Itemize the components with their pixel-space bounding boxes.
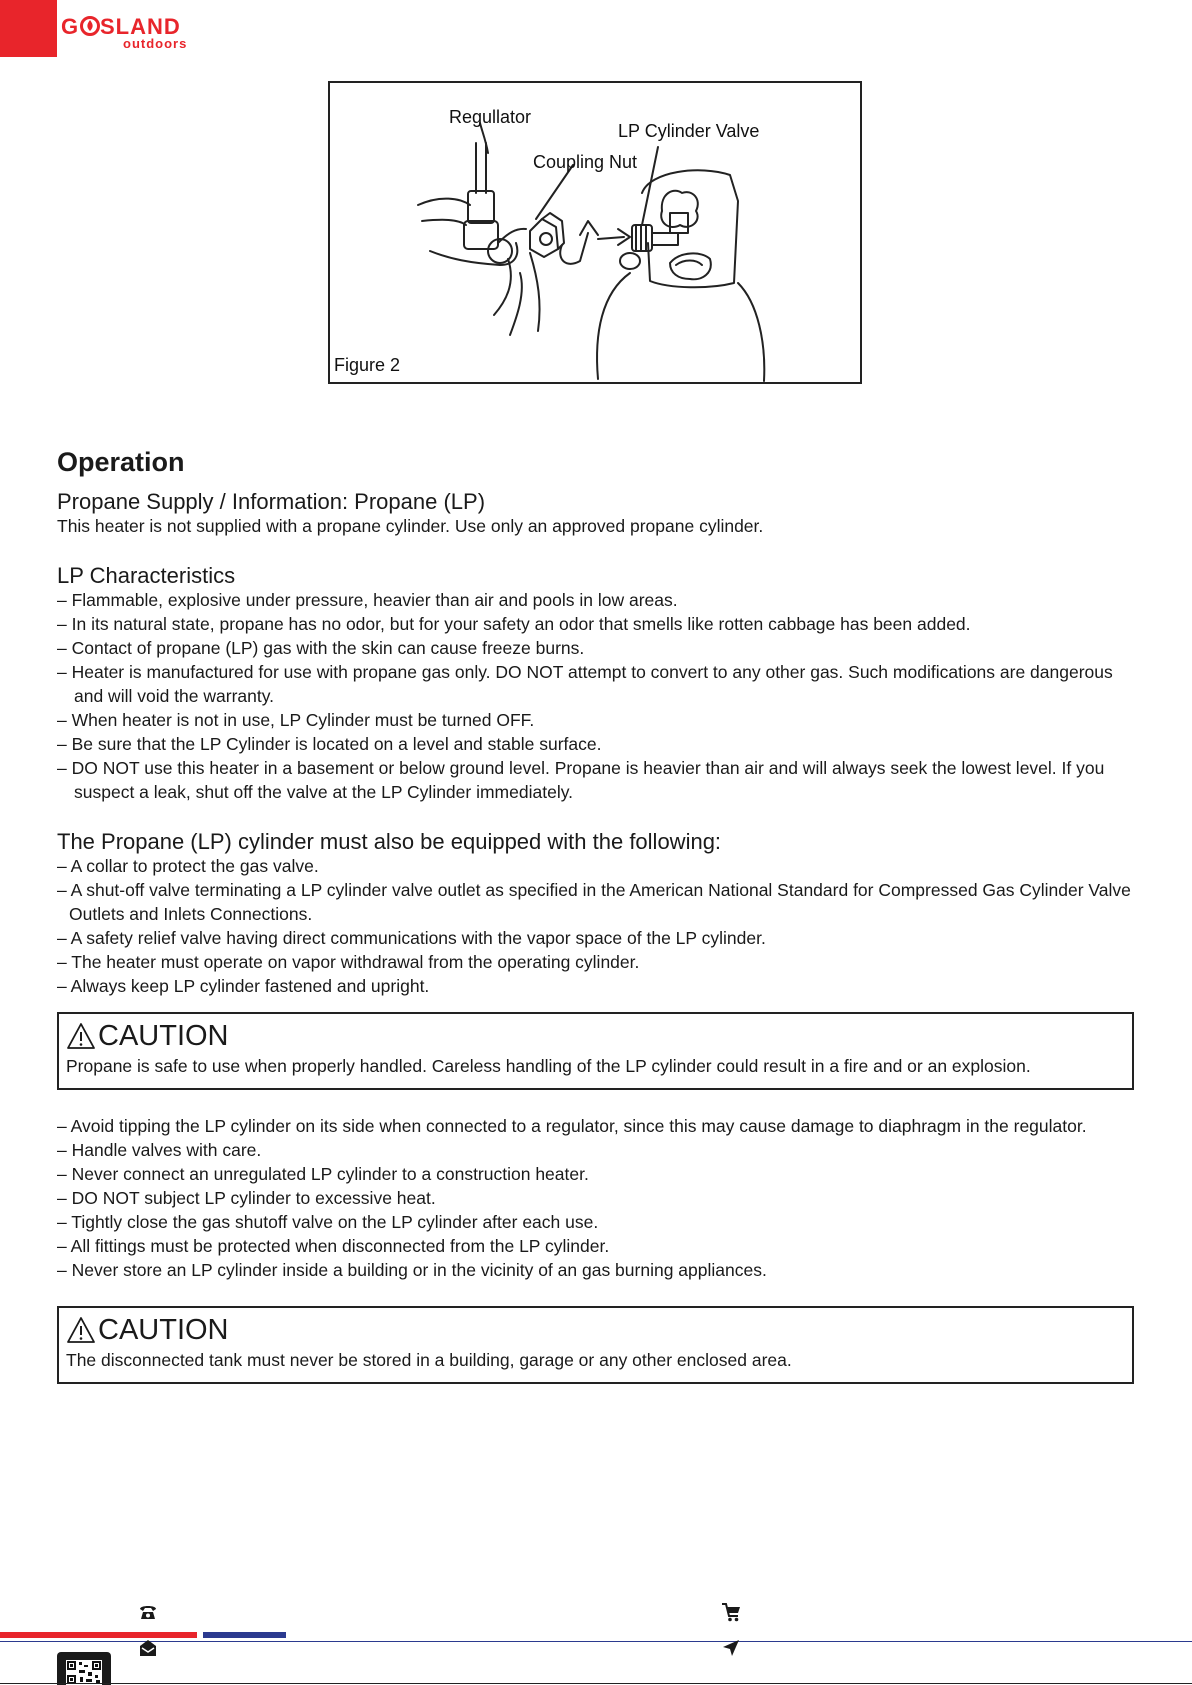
list-item: – All fittings must be protected when disconnected from the LP cylinder. <box>57 1234 1137 1258</box>
list-item: – Never connect an unregulated LP cylinder to a construction heater. <box>57 1162 1137 1186</box>
list-item: – A safety relief valve having direct communications with the vapor space of the LP cylinder. <box>57 926 1137 950</box>
cart-icon <box>720 1601 742 1623</box>
phone-icon <box>137 1601 159 1623</box>
propane-supply-heading: Propane Supply / Information: Propane (LP) <box>57 489 486 514</box>
list-item: – Never store an LP cylinder inside a building or in the vicinity of an gas burning appliances. <box>57 1258 1137 1282</box>
footer-accent-blue <box>203 1632 286 1638</box>
caution-box-storage <box>57 1306 1134 1384</box>
operation-section <box>57 447 1137 1384</box>
caution-label: CAUTION <box>98 1020 229 1052</box>
list-item: – The heater must operate on vapor withdrawal from the operating cylinder. <box>57 950 1137 974</box>
warning-triangle-icon <box>66 1022 96 1050</box>
caution-box-propane-safety <box>57 1012 1134 1090</box>
list-item: – A shut-off valve terminating a LP cylinder valve outlet as specified in the American National Standard for Compressed Gas Cylinder Valve Outlets and Inlets Connections. <box>57 878 1137 926</box>
email-icon <box>137 1637 159 1659</box>
coupling-nut-label: Coupling Nut <box>533 152 638 172</box>
brand-corner-block <box>0 0 57 57</box>
cylinder-valve-label: LP Cylinder Valve <box>618 121 760 141</box>
list-item: – When heater is not in use, LP Cylinder must be turned OFF. <box>57 708 1137 732</box>
svg-text:outdoors: outdoors <box>123 36 188 50</box>
caution-text: The disconnected tank must never be stored in a building, garage or any other enclosed area. <box>66 1350 792 1370</box>
list-item: – A collar to protect the gas valve. <box>57 854 1137 878</box>
list-item: – DO NOT use this heater in a basement or below ground level. Propane is heavier than air and will always seek the lowest level. If you suspect a leak, shut off the valve at the LP Cylinder immediately. <box>57 756 1137 804</box>
lp-characteristics-list <box>57 588 1137 804</box>
list-item: – Handle valves with care. <box>57 1138 1137 1162</box>
list-item: – Always keep LP cylinder fastened and upright. <box>57 974 1137 998</box>
list-item: – DO NOT subject LP cylinder to excessive heat. <box>57 1186 1137 1210</box>
svg-text:SLAND: SLAND <box>100 14 181 39</box>
qr-code[interactable] <box>57 1652 111 1685</box>
page-bottom-rule <box>0 1683 1192 1684</box>
list-item: – Contact of propane (LP) gas with the skin can cause freeze burns. <box>57 636 1137 660</box>
caution-label: CAUTION <box>98 1314 229 1346</box>
list-item: – Be sure that the LP Cylinder is located on a level and stable surface. <box>57 732 1137 756</box>
figure-caption: Figure 2 <box>334 355 401 375</box>
caution-text: Propane is safe to use when properly handled. Careless handling of the LP cylinder could result in a fire and or an explosion. <box>66 1056 1031 1076</box>
list-item: – Avoid tipping the LP cylinder on its side when connected to a regulator, since this may cause damage to diaphragm in the regulator. <box>57 1114 1137 1138</box>
list-item: – Tightly close the gas shutoff valve on the LP cylinder after each use. <box>57 1210 1137 1234</box>
equipment-list <box>57 854 1137 998</box>
equipment-heading: The Propane (LP) cylinder must also be equipped with the following: <box>57 829 722 854</box>
svg-text:G: G <box>61 14 80 39</box>
regulator-connection-illustration <box>330 83 860 382</box>
lp-characteristics-heading: LP Characteristics <box>57 563 236 588</box>
handling-list <box>57 1114 1137 1282</box>
warning-triangle-icon <box>66 1316 96 1344</box>
footer-divider <box>0 1641 1192 1642</box>
figure-2 <box>328 81 862 384</box>
location-arrow-icon <box>720 1637 742 1659</box>
propane-supply-text: This heater is not supplied with a propane cylinder. Use only an approved propane cylinder. <box>57 516 764 536</box>
gasland-logo <box>60 10 210 50</box>
list-item: – Heater is manufactured for use with propane gas only. DO NOT attempt to convert to any other gas. Such modifications are dangerous and will void the warranty. <box>57 660 1137 708</box>
footer-accent-red <box>0 1632 197 1638</box>
list-item: – Flammable, explosive under pressure, heavier than air and pools in low areas. <box>57 588 1137 612</box>
section-title: Operation <box>57 447 185 477</box>
list-item: – In its natural state, propane has no odor, but for your safety an odor that smells like rotten cabbage has been added. <box>57 612 1137 636</box>
regulator-label: Regullator <box>449 107 532 127</box>
